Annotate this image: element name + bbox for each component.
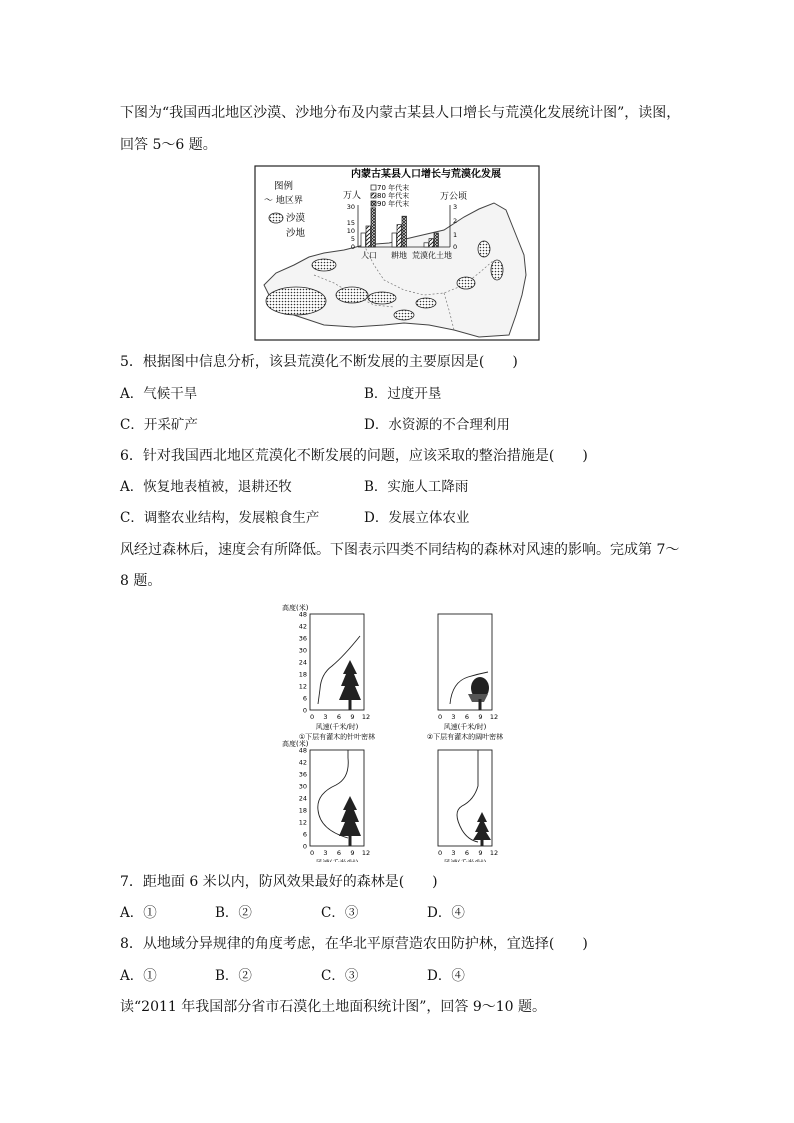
q6-option-c[interactable]: C．调整农业结构，发展粮食生产 [120,510,320,526]
x-tick-12: 12 [361,713,371,721]
q5-stem: 5．根据图中信息分析，该县荒漠化不断发展的主要原因是( ) [120,354,518,370]
desert-map [254,165,540,341]
q5-option-b[interactable]: B．过度开垦 [364,386,442,402]
q5-option-a[interactable]: A．气候干旱 [120,386,198,402]
bar-farm-series-2 [402,216,407,247]
intro3-line-1: 读“2011 年我国部分省市石漠化土地面积统计图”，回答 9～10 题。 [120,999,547,1015]
bar-desert-series-0 [424,243,429,247]
x-tick-3: 3 [451,713,456,721]
x-tick-12: 12 [489,713,499,721]
cat-desert: 荒漠化土地 [412,251,452,260]
x-tick-6: 6 [464,849,470,857]
desert-map-figure [254,165,540,341]
q7-option-a[interactable]: A．① [120,905,157,921]
y-tick-48: 48 [298,610,307,619]
x-tick-0: 0 [309,713,315,721]
legend-desert: 沙漠 [286,213,306,224]
q7-option-d[interactable]: D．④ [427,905,465,921]
y-tick-36: 36 [298,634,307,643]
tree-trunk [481,840,484,846]
forest-wind-figure [272,600,524,862]
forest-panel-1 [282,603,375,741]
x-tick-3: 3 [323,849,328,857]
q6-option-a[interactable]: A．恢复地表植被，退耕还牧 [120,479,292,495]
q5-option-c[interactable]: C．开采矿产 [120,417,198,433]
legend-swatch-80 [371,193,376,198]
left-tick-1: 15 [346,219,355,227]
q6-option-b[interactable]: B．实施人工降雨 [364,479,469,495]
forest-panel-3 [282,739,375,862]
forest-wind-panels [272,600,524,862]
x-tick-0: 0 [437,713,443,721]
y-tick-30: 30 [298,782,307,791]
left-tick-4: 0 [350,243,355,251]
y-tick-24: 24 [298,658,307,667]
legend-desert-swatch [269,213,283,223]
y-tick-42: 42 [298,622,307,631]
y-tick-0: 0 [302,842,307,851]
bar-farm-series-1 [397,225,402,247]
x-tick-0: 0 [437,849,443,857]
legend-boundary: ～ 地区界 [264,196,303,206]
q5-option-d[interactable]: D．水资源的不合理利用 [364,417,510,433]
x-tick-9: 9 [350,849,355,857]
legend-title: 图例 [274,181,294,192]
bar-desert-series-1 [429,239,434,247]
q8-option-a[interactable]: A．① [120,968,157,984]
legend-swatch-90 [371,201,376,206]
left-tick-0: 30 [346,203,355,211]
legend-label-90: 90 年代末 [377,200,410,208]
x-tick-9: 9 [478,849,483,857]
x-axis-label: 风速(千米/时) [443,723,487,731]
y-tick-24: 24 [298,794,307,803]
x-axis-label [444,858,487,862]
intro-line-1: 下图为“我国西北地区沙漠、沙地分布及内蒙古某县人口增长与荒漠化发展统计图”，读图， [120,105,681,121]
x-tick-12: 12 [489,849,499,857]
intro2-line-2: 8 题。 [120,573,162,589]
x-tick-6: 6 [336,849,342,857]
legend-swatch-70 [371,185,376,190]
y-tick-48: 48 [298,746,307,755]
q8-option-d[interactable]: D．④ [427,968,465,984]
tree-trunk [479,699,482,710]
forest-panel-2 [427,614,503,741]
bar-desert-series-2 [434,233,439,247]
x-tick-0: 0 [309,849,315,857]
x-axis-label: 风速(千米/时) [315,723,359,731]
y-tick-18: 18 [298,670,307,679]
q8-option-c[interactable]: C．③ [321,968,359,984]
intro2-line-1: 风经过森林后，速度会有所降低。下图表示四类不同结构的森林对风速的影响。完成第 7～ [120,542,680,558]
cat-farmland: 耕地 [391,251,407,260]
q8-stem: 8．从地域分异规律的角度考虑，在华北平原营造农田防护林，宜选择( ) [120,936,588,952]
y-tick-6: 6 [302,694,307,703]
x-tick-3: 3 [451,849,456,857]
y-tick-12: 12 [298,682,307,691]
legend-label-70: 70 年代末 [377,184,410,192]
y-axis-label: 高度(米) [282,604,309,612]
x-tick-12: 12 [361,849,371,857]
panel-caption-2: ②下层有灌木的阔叶密林 [426,733,504,741]
right-unit: 万公顷 [440,192,468,202]
right-tick-1: 2 [453,217,458,225]
x-tick-3: 3 [323,713,328,721]
x-tick-6: 6 [336,713,342,721]
q8-option-b[interactable]: B．② [215,968,252,984]
bar-pop-series-1 [366,226,371,247]
x-tick-9: 9 [350,713,355,721]
q7-option-b[interactable]: B．② [215,905,252,921]
map-title: 内蒙古某县人口增长与荒漠化发展 [351,169,501,180]
q7-option-c[interactable]: C．③ [321,905,359,921]
y-axis-label: 高度(米) [282,740,309,748]
y-tick-36: 36 [298,770,307,779]
right-tick-0: 3 [453,203,458,211]
y-tick-12: 12 [298,818,307,827]
bar-pop-series-2 [371,208,376,247]
cat-population: 人口 [361,251,377,260]
x-axis-label [316,858,359,862]
q6-stem: 6．针对我国西北地区荒漠化不断发展的问题，应该采取的整治措施是( ) [120,448,588,464]
x-tick-6: 6 [464,713,470,721]
y-tick-0: 0 [302,706,307,715]
left-unit: 万人 [343,191,362,201]
y-tick-6: 6 [302,830,307,839]
tree-trunk [349,700,352,710]
y-tick-18: 18 [298,806,307,815]
legend-label-80: 80 年代末 [377,192,410,200]
bar-pop-series-0 [361,233,366,247]
intro-line-2: 回答 5～6 题。 [120,137,217,153]
left-tick-3: 5 [350,235,355,243]
panel-caption-1: ①下层有灌木的针叶密林 [298,733,376,741]
q7-stem: 7．距地面 6 米以内，防风效果最好的森林是( ) [120,874,438,890]
x-tick-9: 9 [478,713,483,721]
tree-trunk [349,836,352,846]
y-tick-30: 30 [298,646,307,655]
forest-panel-4 [423,750,506,862]
left-tick-2: 10 [346,227,355,235]
q6-option-d[interactable]: D．发展立体农业 [364,510,470,526]
bar-farm-series-0 [392,233,397,247]
right-tick-2: 1 [453,231,458,239]
right-tick-3: 0 [453,243,458,251]
legend-sandland: 沙地 [286,228,306,239]
y-tick-42: 42 [298,758,307,767]
